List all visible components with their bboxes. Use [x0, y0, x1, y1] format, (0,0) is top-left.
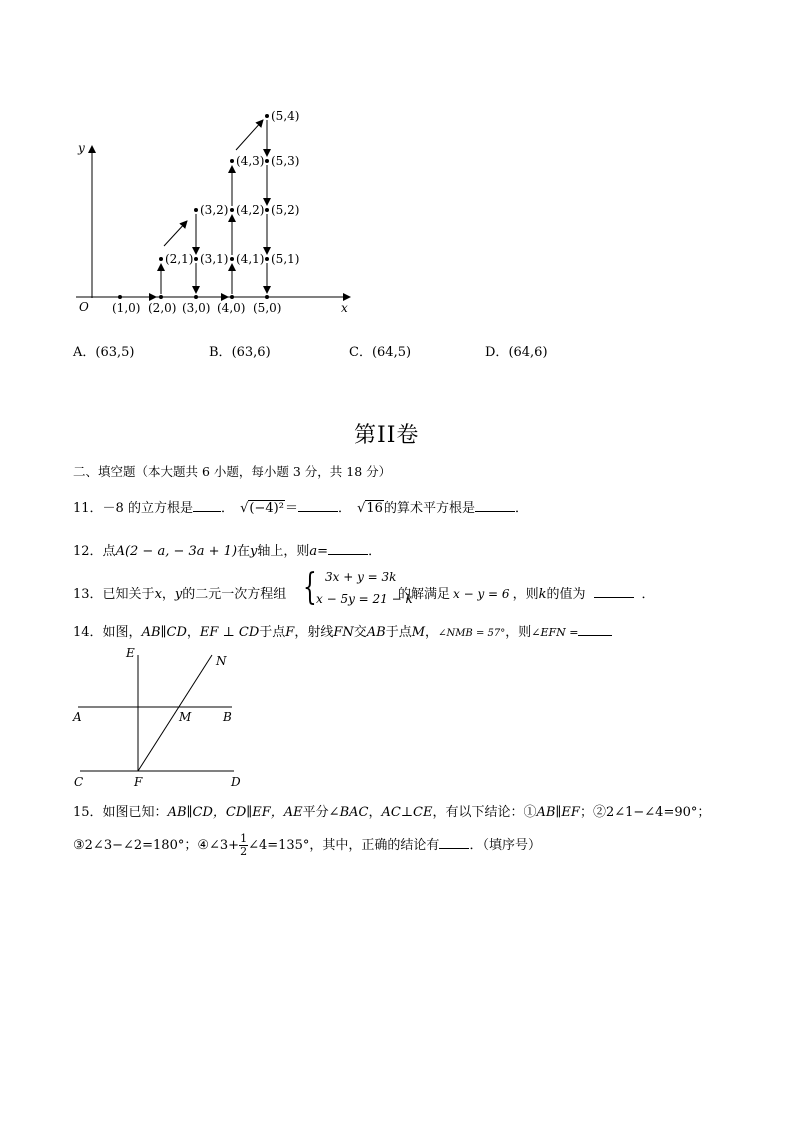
question-11: 11．－8 的立方根是 ． √(−4)²＝ ． √16的算术平方根是 ．	[73, 501, 528, 516]
question-13: 13．已知关于x，y的二元一次方程组	[73, 587, 287, 602]
question-13-tail: 的解满足 x − y = 6 ，则k的值为 ．	[398, 587, 655, 602]
label-5-4: (5,4)	[271, 109, 300, 123]
point-5-1	[265, 257, 269, 261]
point-3-1	[194, 257, 198, 261]
system-brace: {	[303, 567, 317, 608]
section-heading: 二、填空题（本大题共 6 小题，每小题 3 分，共 18 分）	[73, 464, 392, 479]
point-1-0	[118, 295, 122, 299]
point-5-0	[265, 295, 269, 299]
svg-text:N: N	[216, 654, 227, 668]
point-5-2	[265, 208, 269, 212]
x-axis-label: x	[341, 301, 348, 315]
label-5-2: (5,2)	[271, 203, 300, 217]
point-4-3	[230, 159, 234, 163]
q15-blank[interactable]	[439, 836, 469, 849]
svg-text:F: F	[134, 775, 143, 789]
y-axis-label: y	[78, 141, 85, 155]
q11-blank-2[interactable]	[298, 499, 338, 512]
lattice-path-figure	[68, 100, 368, 320]
q11-blank-3[interactable]	[475, 499, 515, 512]
option-b-value: (63,6)	[231, 345, 271, 360]
question-12: 12．点A(2 − a, − 3a + 1)在y轴上，则a= ．	[73, 544, 382, 559]
label-2-1: (2,1)	[165, 252, 194, 266]
question-15-line-2: ③2∠3−∠2=180°；④∠3+ $\frac{1}{2}$ ∠4=135°，其中，正确的结论有 ．（填序号）	[73, 832, 541, 858]
point-4-0	[230, 295, 234, 299]
svg-text:B: B	[223, 710, 232, 724]
point-2-0	[159, 295, 163, 299]
q14-blank[interactable]	[578, 623, 612, 636]
label-4-2: (4,2)	[236, 203, 265, 217]
option-d[interactable]	[485, 341, 548, 360]
point-4-2	[230, 208, 234, 212]
q13-equation-1: 3x + y = 3k	[325, 570, 397, 584]
option-c[interactable]	[349, 341, 411, 360]
point-5-4	[265, 114, 269, 118]
label-3-0: (3,0)	[182, 301, 211, 315]
option-b[interactable]	[209, 341, 271, 360]
q11-sqrt-16: 16	[366, 501, 383, 516]
point-3-0	[194, 295, 198, 299]
q13-blank[interactable]	[594, 585, 634, 598]
option-d-value: (64,6)	[508, 345, 548, 360]
volume-title: 第II卷	[354, 423, 420, 448]
svg-text:D: D	[231, 775, 241, 789]
svg-text:A: A	[73, 710, 82, 724]
label-3-1: (3,1)	[200, 252, 229, 266]
label-4-1: (4,1)	[236, 252, 265, 266]
question-15-line-1: 15．如图已知：AB∥CD，CD∥EF，AE平分∠BAC，AC⊥CE，有以下结论：①AB∥EF；②2∠1−∠4=90°；	[73, 805, 711, 820]
q12-blank[interactable]	[328, 542, 368, 555]
label-2-0: (2,0)	[148, 301, 177, 315]
label-5-0: (5,0)	[253, 301, 282, 315]
label-4-0: (4,0)	[217, 301, 246, 315]
q11-sqrt-expression: (−4)²	[249, 501, 284, 516]
point-2-1	[159, 257, 163, 261]
option-b-letter: B．	[209, 345, 232, 360]
question-14: 14．如图，AB∥CD，EF ⊥ CD于点F，射线FN交AB于点M，∠NMB = 57°，则∠EFN =	[73, 621, 612, 640]
option-a[interactable]	[73, 341, 134, 360]
option-d-letter: D．	[485, 345, 509, 360]
svg-text:E: E	[126, 646, 135, 660]
q13-equation-2: x − 5y = 21 − k	[316, 592, 413, 606]
label-4-3: (4,3)	[236, 154, 265, 168]
origin-label: O	[79, 300, 89, 314]
option-c-value: (64,5)	[371, 345, 412, 360]
point-4-1	[230, 257, 234, 261]
point-5-3	[265, 159, 269, 163]
label-1-0: (1,0)	[112, 301, 141, 315]
option-a-letter: A．	[73, 345, 96, 360]
svg-text:M: M	[179, 710, 192, 724]
svg-text:C: C	[74, 775, 84, 789]
q11-blank-1[interactable]	[193, 499, 221, 512]
label-3-2: (3,2)	[200, 203, 229, 217]
one-half-fraction: $\frac{1}{2}$	[240, 832, 248, 858]
q12-point: A(2 − a, − 3a + 1)	[115, 544, 238, 559]
option-c-letter: C．	[349, 345, 372, 360]
option-a-value: (63,5)	[95, 345, 135, 360]
label-5-1: (5,1)	[271, 252, 300, 266]
parallel-lines-figure	[70, 645, 250, 793]
label-5-3: (5,3)	[271, 154, 300, 168]
point-3-2	[194, 208, 198, 212]
